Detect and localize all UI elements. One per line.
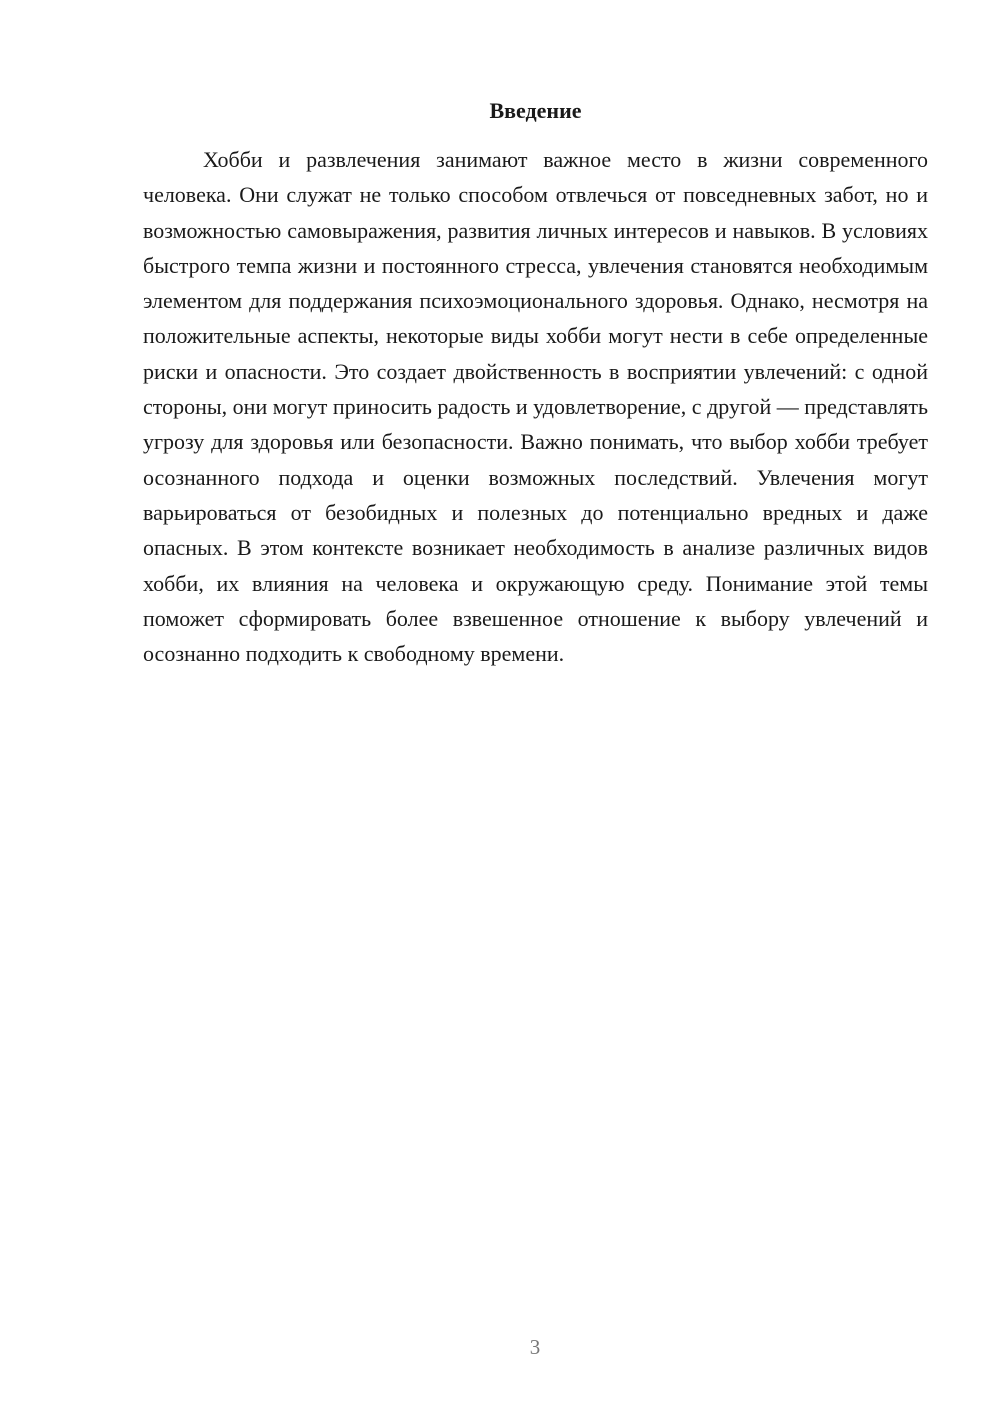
section-heading: Введение: [489, 98, 582, 123]
page-number: 3: [529, 1335, 541, 1359]
body-paragraph: Хобби и развлечения занимают важное место в жизни современного человека. Они служат не только способом отвлечься от повседневных забот, но и возможностью самовыражения, развития личных интересов и навыков. В условиях быстрого темпа жизни и постоянного стресса, увлечения становятся необходимым элементом для поддержания психоэмоционального здоровья. Однако, несмотря на положительные аспекты, некоторые виды хобби могут нести в себе определенные риски и опасности. Это создает двойственность в восприятии увлечений: с одной стороны, они могут приносить радость и удовлетворение, с другой — представлять угрозу для здоровья или безопасности. Важно понимать, что выбор хобби требует осознанного подхода и оценки возможных последствий. Увлечения могут варьироваться от безобидных и полезных до потенциально вредных и даже опасных. В этом контексте возникает необходимость в анализе различных видов хобби, их влияния на человека и окружающую среду. Понимание этой темы поможет сформировать более взвешенное отношение к выбору увлечений и осознанно подходить к свободному времени.: [143, 147, 928, 667]
